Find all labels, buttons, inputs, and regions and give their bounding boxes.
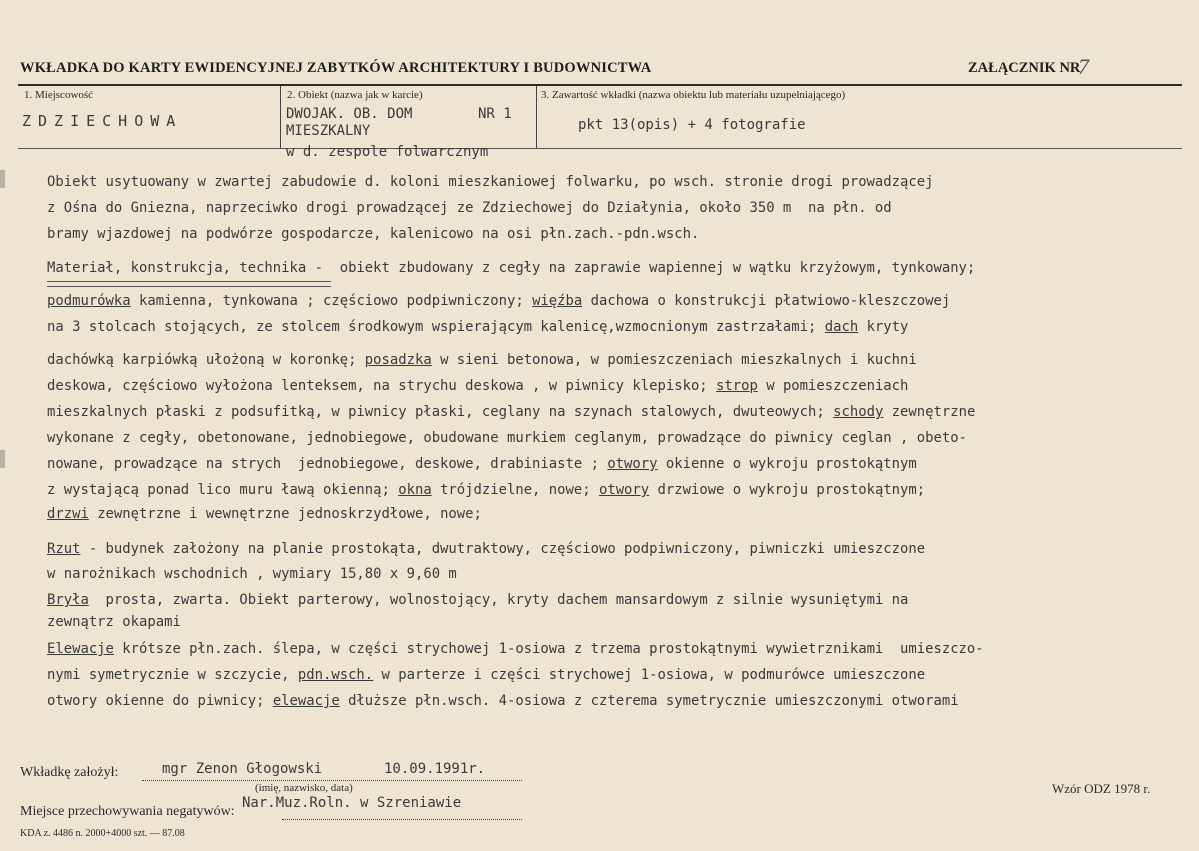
body-line: Materiał, konstrukcja, technika - obiekt zbudowany z cegły na zaprawie wapiennej w wątku krzyżowym, tynkowany; — [47, 260, 976, 276]
field-1-label: 1. Miejscowość — [24, 89, 94, 101]
field-2-label: 2. Obiekt (nazwa jak w karcie) — [287, 89, 423, 101]
body-line: Obiekt usytuowany w zwartej zabudowie d. koloni mieszkaniowej folwarku, po wsch. stronie drogi prowadzącej — [47, 174, 934, 190]
body-line: Elewacje krótsze płn.zach. ślepa, w części strychowej 1-osiowa z trzema prostokątnymi wywietrznikami umieszczo- — [47, 641, 984, 657]
heading-double-underline — [47, 281, 331, 287]
body-line: z Ośna do Gniezna, naprzeciwko drogi prowadzącej ze Zdziechowej do Działynia, około 350 m na płn. od — [47, 200, 892, 216]
body-line: dachówką karpiówką ułożoną w koronkę; posadzka w sieni betonowa, w pomieszczeniach mieszkalnych i kuchni — [47, 352, 917, 368]
term: podmurówka — [47, 293, 131, 309]
author-value: mgr Zenon Głogowski — [162, 761, 323, 777]
body-line: zewnątrz okapami — [47, 614, 181, 630]
term: schody — [833, 404, 884, 420]
term: elewacje — [272, 693, 340, 709]
object-name-line1: DWOJAK. OB. DOM — [286, 106, 413, 122]
body-line: Bryła prosta, zwarta. Obiekt parterowy, wolnostojący, kryty dachem mansardowym z silnie wysuniętymi na — [47, 592, 909, 608]
date-value: 10.09.1991r. — [384, 761, 486, 777]
margin-mark — [0, 450, 5, 468]
object-number: NR 1 — [478, 106, 512, 122]
section-heading: Materiał, konstrukcja, technika — [47, 260, 307, 276]
section-heading: Rzut — [47, 541, 81, 557]
form-pattern: Wzór ODZ 1978 r. — [1052, 781, 1151, 796]
field-3-label: 3. Zawartość wkładki (nazwa obiektu lub materiału uzupełniającego) — [541, 89, 846, 101]
body-line: nowane, prowadzące na strych jednobiegowe, deskowe, drabiniaste ; otwory okienne o wykroju prostokątnym — [47, 456, 917, 472]
body-line: deskowa, częściowo wyłożona lenteksem, na strychu deskowa , w piwnicy klepisko; strop w pomieszczeniach — [47, 378, 909, 394]
term: otwory — [607, 456, 658, 472]
body-line: na 3 stolcach stojących, ze stolcem środkowym wspierającym kalenicę,wzmocnionym zastrzałami; dach kryty — [47, 319, 909, 335]
margin-mark — [0, 170, 5, 188]
term: pdn.wsch. — [297, 667, 374, 683]
body-line: mieszkalnych płaski z podsufitką, w piwnicy płaski, ceglany na szynach stalowych, dwuteowych; schody zewnętrzne — [47, 404, 976, 420]
term: okna — [398, 482, 432, 498]
storage-label: Miejsce przechowywania negatywów: — [20, 804, 235, 819]
body-line: Rzut - budynek założony na planie prostokąta, dwutraktowy, częściowo podpiwniczony, piwniczki umieszczone — [47, 541, 926, 557]
attachment-label: ZAŁĄCZNIK NR — [968, 60, 1081, 76]
storage-value: Nar.Muz.Roln. w Szreniawie — [242, 795, 462, 811]
term: posadzka — [364, 352, 432, 368]
term: otwory — [598, 482, 650, 498]
body-line: wykonane z cegły, obetonowane, jednobiegowe, obudowane murkiem ceglanym, prowadzące do piwnicy ceglan , obeto- — [47, 430, 967, 446]
body-line: drzwi zewnętrzne i wewnętrzne jednoskrzydłowe, nowe; — [47, 506, 482, 522]
print-info: KDA z. 4486 n. 2000+4000 szt. — 87.08 — [20, 828, 185, 839]
term: więźba — [532, 293, 583, 309]
section-heading: Bryła — [47, 592, 89, 608]
body-line: otwory okienne do piwnicy; elewacje dłuższe płn.wsch. 4-osiowa z czterema symetrycznie umieszczonymi otworami — [47, 693, 959, 709]
contents-value: pkt 13(opis) + 4 fotografie — [578, 117, 806, 133]
header-rule — [18, 84, 1182, 86]
term: strop — [716, 378, 758, 394]
object-name-line3: w d. zespole folwarcznym — [286, 144, 489, 160]
body-line: w narożnikach wschodnich , wymiary 15,80 x 9,60 m — [47, 566, 457, 582]
term: dach — [824, 319, 859, 335]
storage-dotted-line — [282, 818, 522, 820]
author-hint: (imię, nazwisko, data) — [255, 782, 353, 794]
author-dotted-line — [142, 779, 522, 781]
body-line: bramy wjazdowej na podwórze gospodarcze, kalenicowo na osi płn.zach.-pdn.wsch. — [47, 226, 700, 242]
section-heading: Elewacje — [47, 641, 114, 657]
fields-rule — [18, 148, 1182, 149]
term: drzwi — [47, 506, 89, 522]
field-divider — [536, 86, 537, 148]
body-line: podmurówka kamienna, tynkowana ; częściowo podpiwniczony; więźba dachowa o konstrukcji płatwiowo-kleszczowej — [47, 293, 951, 309]
body-line: z wystającą ponad lico muru ławą okienną; okna trójdzielne, nowe; otwory drzwiowe o wykroju prostokątnym; — [47, 482, 926, 498]
field-divider — [280, 86, 281, 148]
place-value: ZDZIECHOWA — [22, 112, 183, 130]
author-label: Wkładkę założył: — [20, 765, 119, 780]
object-name-line2: MIESZKALNY — [286, 123, 371, 139]
body-line: nymi symetrycznie w szczycie, pdn.wsch. w parterze i części strychowej 1-osiowa, w podmurówce umieszczone — [47, 667, 926, 683]
attachment-number: 7 — [1078, 54, 1089, 79]
form-title: WKŁADKA DO KARTY EWIDENCYJNEJ ZABYTKÓW ARCHITEKTURY I BUDOWNICTWA — [20, 60, 652, 76]
